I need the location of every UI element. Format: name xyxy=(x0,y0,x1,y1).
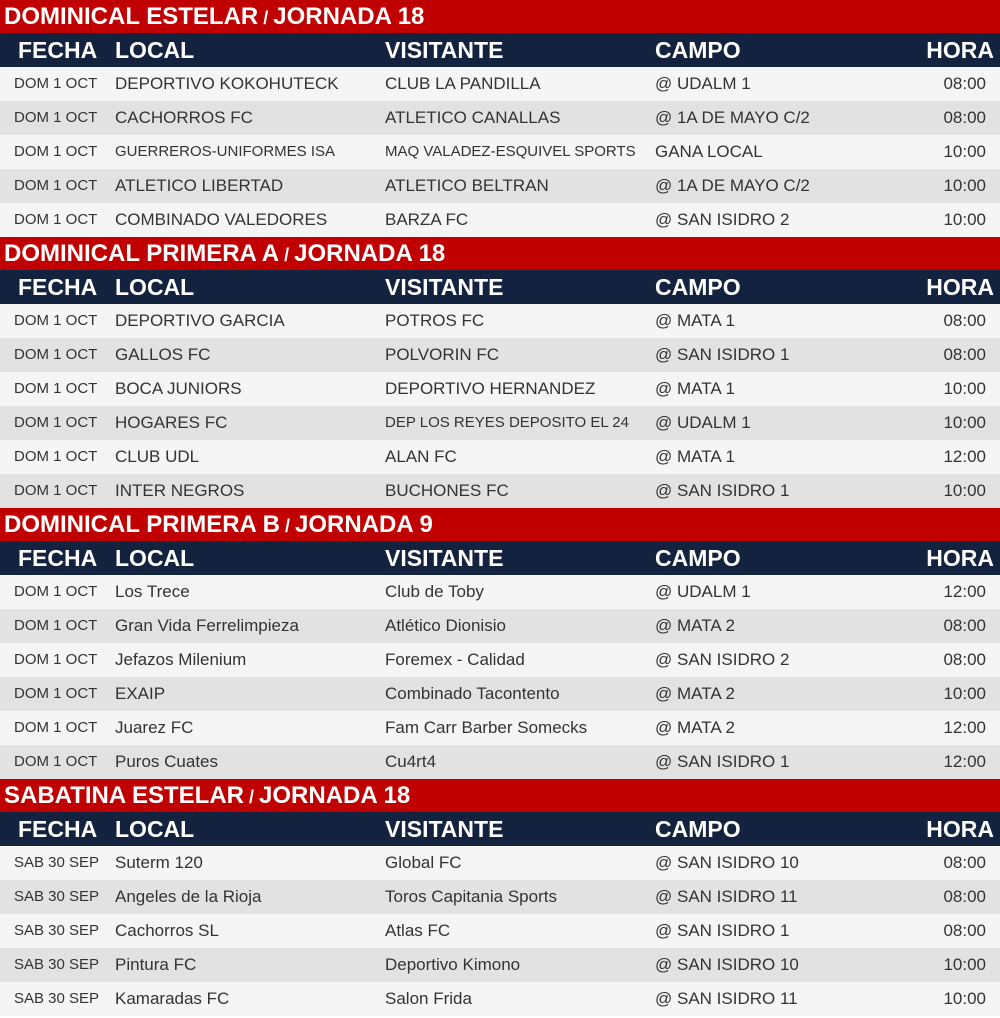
cell-visitante: Atlético Dionisio xyxy=(385,616,506,635)
cell-hora: 10:00 xyxy=(943,989,986,1008)
cell-hora: 08:00 xyxy=(943,853,986,872)
table-row xyxy=(0,101,1000,135)
cell-fecha: DOM 1 OCT xyxy=(14,617,98,634)
section-name: SABATINA ESTELAR xyxy=(4,782,244,809)
cell-fecha: DOM 1 OCT xyxy=(14,685,98,702)
table-row xyxy=(0,711,1000,745)
section-jornada: JORNADA 18 xyxy=(259,782,411,809)
header-campo: CAMPO xyxy=(655,545,741,571)
section-dominical-primera-b xyxy=(0,508,1000,779)
cell-fecha: DOM 1 OCT xyxy=(14,651,98,668)
cell-local: ATLETICO LIBERTAD xyxy=(115,176,284,195)
header-visitante: VISITANTE xyxy=(385,816,504,842)
section-sabatina-estelar xyxy=(0,779,1000,1016)
cell-fecha: SAB 30 SEP xyxy=(14,922,100,939)
section-title xyxy=(0,0,1000,33)
cell-campo: @ 1A DE MAYO C/2 xyxy=(655,176,810,195)
header-visitante: VISITANTE xyxy=(385,545,504,571)
cell-local: Jefazos Milenium xyxy=(115,650,247,669)
table-row xyxy=(0,304,1000,338)
section-jornada: JORNADA 9 xyxy=(295,511,433,538)
cell-hora: 08:00 xyxy=(943,311,986,330)
cell-visitante: DEPORTIVO HERNANDEZ xyxy=(385,379,596,398)
cell-local: Suterm 120 xyxy=(115,853,203,872)
table-header xyxy=(0,33,1000,67)
cell-visitante: Deportivo Kimono xyxy=(385,955,521,974)
cell-hora: 08:00 xyxy=(943,921,986,940)
title-separator: / xyxy=(258,8,274,28)
cell-hora: 08:00 xyxy=(943,887,986,906)
cell-local: Cachorros SL xyxy=(115,921,219,940)
cell-campo: @ SAN ISIDRO 1 xyxy=(655,752,790,771)
cell-campo: @ SAN ISIDRO 1 xyxy=(655,481,790,500)
header-visitante: VISITANTE xyxy=(385,37,504,63)
table-row xyxy=(0,338,1000,372)
cell-hora: 08:00 xyxy=(943,108,986,127)
cell-fecha: SAB 30 SEP xyxy=(14,888,100,905)
section-title xyxy=(0,779,1000,812)
cell-campo: @ SAN ISIDRO 10 xyxy=(655,853,799,872)
cell-local: Pintura FC xyxy=(115,955,197,974)
header-local: LOCAL xyxy=(115,545,195,571)
cell-hora: 08:00 xyxy=(943,650,986,669)
table-header xyxy=(0,812,1000,846)
cell-fecha: DOM 1 OCT xyxy=(14,177,98,194)
cell-visitante: Salon Frida xyxy=(385,989,472,1008)
cell-local: CLUB UDL xyxy=(115,447,200,466)
table-header xyxy=(0,541,1000,575)
table-row xyxy=(0,914,1000,948)
cell-campo: @ SAN ISIDRO 2 xyxy=(655,210,790,229)
cell-hora: 10:00 xyxy=(943,955,986,974)
header-fecha: FECHA xyxy=(18,274,98,300)
cell-visitante: Atlas FC xyxy=(385,921,451,940)
section-name: DOMINICAL ESTELAR xyxy=(4,3,259,30)
cell-local: INTER NEGROS xyxy=(115,481,245,500)
cell-visitante: Global FC xyxy=(385,853,462,872)
table-row xyxy=(0,745,1000,779)
cell-local: Puros Cuates xyxy=(115,752,218,771)
cell-campo: GANA LOCAL xyxy=(655,142,763,161)
cell-fecha: SAB 30 SEP xyxy=(14,990,100,1007)
cell-visitante: Cu4rt4 xyxy=(385,752,437,771)
cell-hora: 12:00 xyxy=(943,447,986,466)
cell-hora: 08:00 xyxy=(943,616,986,635)
table-row xyxy=(0,982,1000,1016)
cell-campo: @ MATA 1 xyxy=(655,447,735,466)
cell-fecha: DOM 1 OCT xyxy=(14,448,98,465)
cell-fecha: DOM 1 OCT xyxy=(14,719,98,736)
cell-fecha: DOM 1 OCT xyxy=(14,312,98,329)
table-row xyxy=(0,880,1000,914)
cell-campo: @ UDALM 1 xyxy=(655,413,751,432)
cell-local: GUERREROS-UNIFORMES ISA xyxy=(115,143,336,160)
cell-visitante: Fam Carr Barber Somecks xyxy=(385,718,588,737)
cell-campo: @ MATA 2 xyxy=(655,718,735,737)
section-title xyxy=(0,508,1000,541)
cell-campo: @ MATA 1 xyxy=(655,311,735,330)
cell-fecha: DOM 1 OCT xyxy=(14,143,98,160)
table-row xyxy=(0,643,1000,677)
cell-campo: @ 1A DE MAYO C/2 xyxy=(655,108,810,127)
table-header xyxy=(0,270,1000,304)
table-row xyxy=(0,203,1000,237)
cell-campo: @ SAN ISIDRO 1 xyxy=(655,345,790,364)
header-hora: HORA xyxy=(926,816,994,842)
cell-fecha: DOM 1 OCT xyxy=(14,380,98,397)
cell-campo: @ MATA 2 xyxy=(655,616,735,635)
section-name: DOMINICAL PRIMERA A xyxy=(4,240,280,267)
header-local: LOCAL xyxy=(115,37,195,63)
cell-visitante: CLUB LA PANDILLA xyxy=(385,74,541,93)
cell-fecha: DOM 1 OCT xyxy=(14,414,98,431)
cell-campo: @ MATA 2 xyxy=(655,684,735,703)
header-local: LOCAL xyxy=(115,274,195,300)
cell-hora: 10:00 xyxy=(943,684,986,703)
section-jornada: JORNADA 18 xyxy=(273,3,425,30)
title-separator: / xyxy=(244,787,260,807)
cell-local: Gran Vida Ferrelimpieza xyxy=(115,616,299,635)
section-dominical-estelar xyxy=(0,0,1000,237)
cell-hora: 12:00 xyxy=(943,718,986,737)
cell-visitante: ATLETICO BELTRAN xyxy=(385,176,549,195)
cell-visitante: BARZA FC xyxy=(385,210,469,229)
cell-visitante: Foremex - Calidad xyxy=(385,650,525,669)
cell-visitante: ATLETICO CANALLAS xyxy=(385,108,561,127)
header-campo: CAMPO xyxy=(655,37,741,63)
table-row xyxy=(0,609,1000,643)
cell-campo: @ SAN ISIDRO 2 xyxy=(655,650,790,669)
cell-hora: 08:00 xyxy=(943,345,986,364)
cell-campo: @ SAN ISIDRO 11 xyxy=(655,887,798,906)
cell-campo: @ UDALM 1 xyxy=(655,74,751,93)
cell-local: DEPORTIVO KOKOHUTECK xyxy=(115,74,339,93)
cell-visitante: MAQ VALADEZ-ESQUIVEL SPORTS xyxy=(385,143,636,160)
cell-visitante: POLVORIN FC xyxy=(385,345,499,364)
cell-fecha: SAB 30 SEP xyxy=(14,956,100,973)
section-dominical-primera-a xyxy=(0,237,1000,508)
header-hora: HORA xyxy=(926,545,994,571)
header-campo: CAMPO xyxy=(655,816,741,842)
section-jornada: JORNADA 18 xyxy=(294,240,446,267)
header-visitante: VISITANTE xyxy=(385,274,504,300)
cell-hora: 10:00 xyxy=(943,481,986,500)
table-row xyxy=(0,948,1000,982)
cell-hora: 10:00 xyxy=(943,413,986,432)
cell-visitante: Club de Toby xyxy=(385,582,484,601)
title-separator: / xyxy=(280,516,296,536)
cell-visitante: ALAN FC xyxy=(385,447,457,466)
cell-hora: 10:00 xyxy=(943,210,986,229)
cell-campo: @ UDALM 1 xyxy=(655,582,751,601)
cell-fecha: DOM 1 OCT xyxy=(14,753,98,770)
cell-local: Los Trece xyxy=(115,582,190,601)
cell-campo: @ SAN ISIDRO 11 xyxy=(655,989,798,1008)
header-local: LOCAL xyxy=(115,816,195,842)
cell-fecha: DOM 1 OCT xyxy=(14,346,98,363)
cell-fecha: DOM 1 OCT xyxy=(14,583,98,600)
cell-local: BOCA JUNIORS xyxy=(115,379,242,398)
cell-local: COMBINADO VALEDORES xyxy=(115,210,328,229)
cell-fecha: DOM 1 OCT xyxy=(14,482,98,499)
cell-local: EXAIP xyxy=(115,684,166,703)
header-fecha: FECHA xyxy=(18,545,98,571)
cell-visitante: Toros Capitania Sports xyxy=(385,887,557,906)
table-row xyxy=(0,575,1000,609)
table-row xyxy=(0,169,1000,203)
cell-campo: @ SAN ISIDRO 1 xyxy=(655,921,790,940)
cell-local: Juarez FC xyxy=(115,718,194,737)
cell-local: DEPORTIVO GARCIA xyxy=(115,311,285,330)
header-campo: CAMPO xyxy=(655,274,741,300)
cell-fecha: SAB 30 SEP xyxy=(14,854,100,871)
cell-local: GALLOS FC xyxy=(115,345,211,364)
table-row xyxy=(0,67,1000,101)
cell-local: HOGARES FC xyxy=(115,413,228,432)
table-row xyxy=(0,440,1000,474)
cell-visitante: Combinado Tacontento xyxy=(385,684,560,703)
cell-local: CACHORROS FC xyxy=(115,108,253,127)
cell-visitante: BUCHONES FC xyxy=(385,481,509,500)
table-row xyxy=(0,677,1000,711)
title-separator: / xyxy=(279,245,295,265)
cell-campo: @ MATA 1 xyxy=(655,379,735,398)
header-hora: HORA xyxy=(926,37,994,63)
section-name: DOMINICAL PRIMERA B xyxy=(4,511,280,538)
cell-visitante: POTROS FC xyxy=(385,311,485,330)
cell-local: Angeles de la Rioja xyxy=(115,887,262,906)
cell-hora: 12:00 xyxy=(943,752,986,771)
section-title xyxy=(0,237,1000,270)
table-row xyxy=(0,372,1000,406)
table-row xyxy=(0,474,1000,508)
cell-hora: 10:00 xyxy=(943,379,986,398)
table-row xyxy=(0,135,1000,169)
cell-campo: @ SAN ISIDRO 10 xyxy=(655,955,799,974)
cell-fecha: DOM 1 OCT xyxy=(14,109,98,126)
cell-local: Kamaradas FC xyxy=(115,989,230,1008)
header-fecha: FECHA xyxy=(18,37,98,63)
header-fecha: FECHA xyxy=(18,816,98,842)
cell-fecha: DOM 1 OCT xyxy=(14,75,98,92)
cell-hora: 10:00 xyxy=(943,176,986,195)
cell-fecha: DOM 1 OCT xyxy=(14,211,98,228)
cell-hora: 08:00 xyxy=(943,74,986,93)
cell-visitante: DEP LOS REYES DEPOSITO EL 24 xyxy=(385,414,629,431)
cell-hora: 10:00 xyxy=(943,142,986,161)
table-row xyxy=(0,406,1000,440)
table-row xyxy=(0,846,1000,880)
header-hora: HORA xyxy=(926,274,994,300)
cell-hora: 12:00 xyxy=(943,582,986,601)
